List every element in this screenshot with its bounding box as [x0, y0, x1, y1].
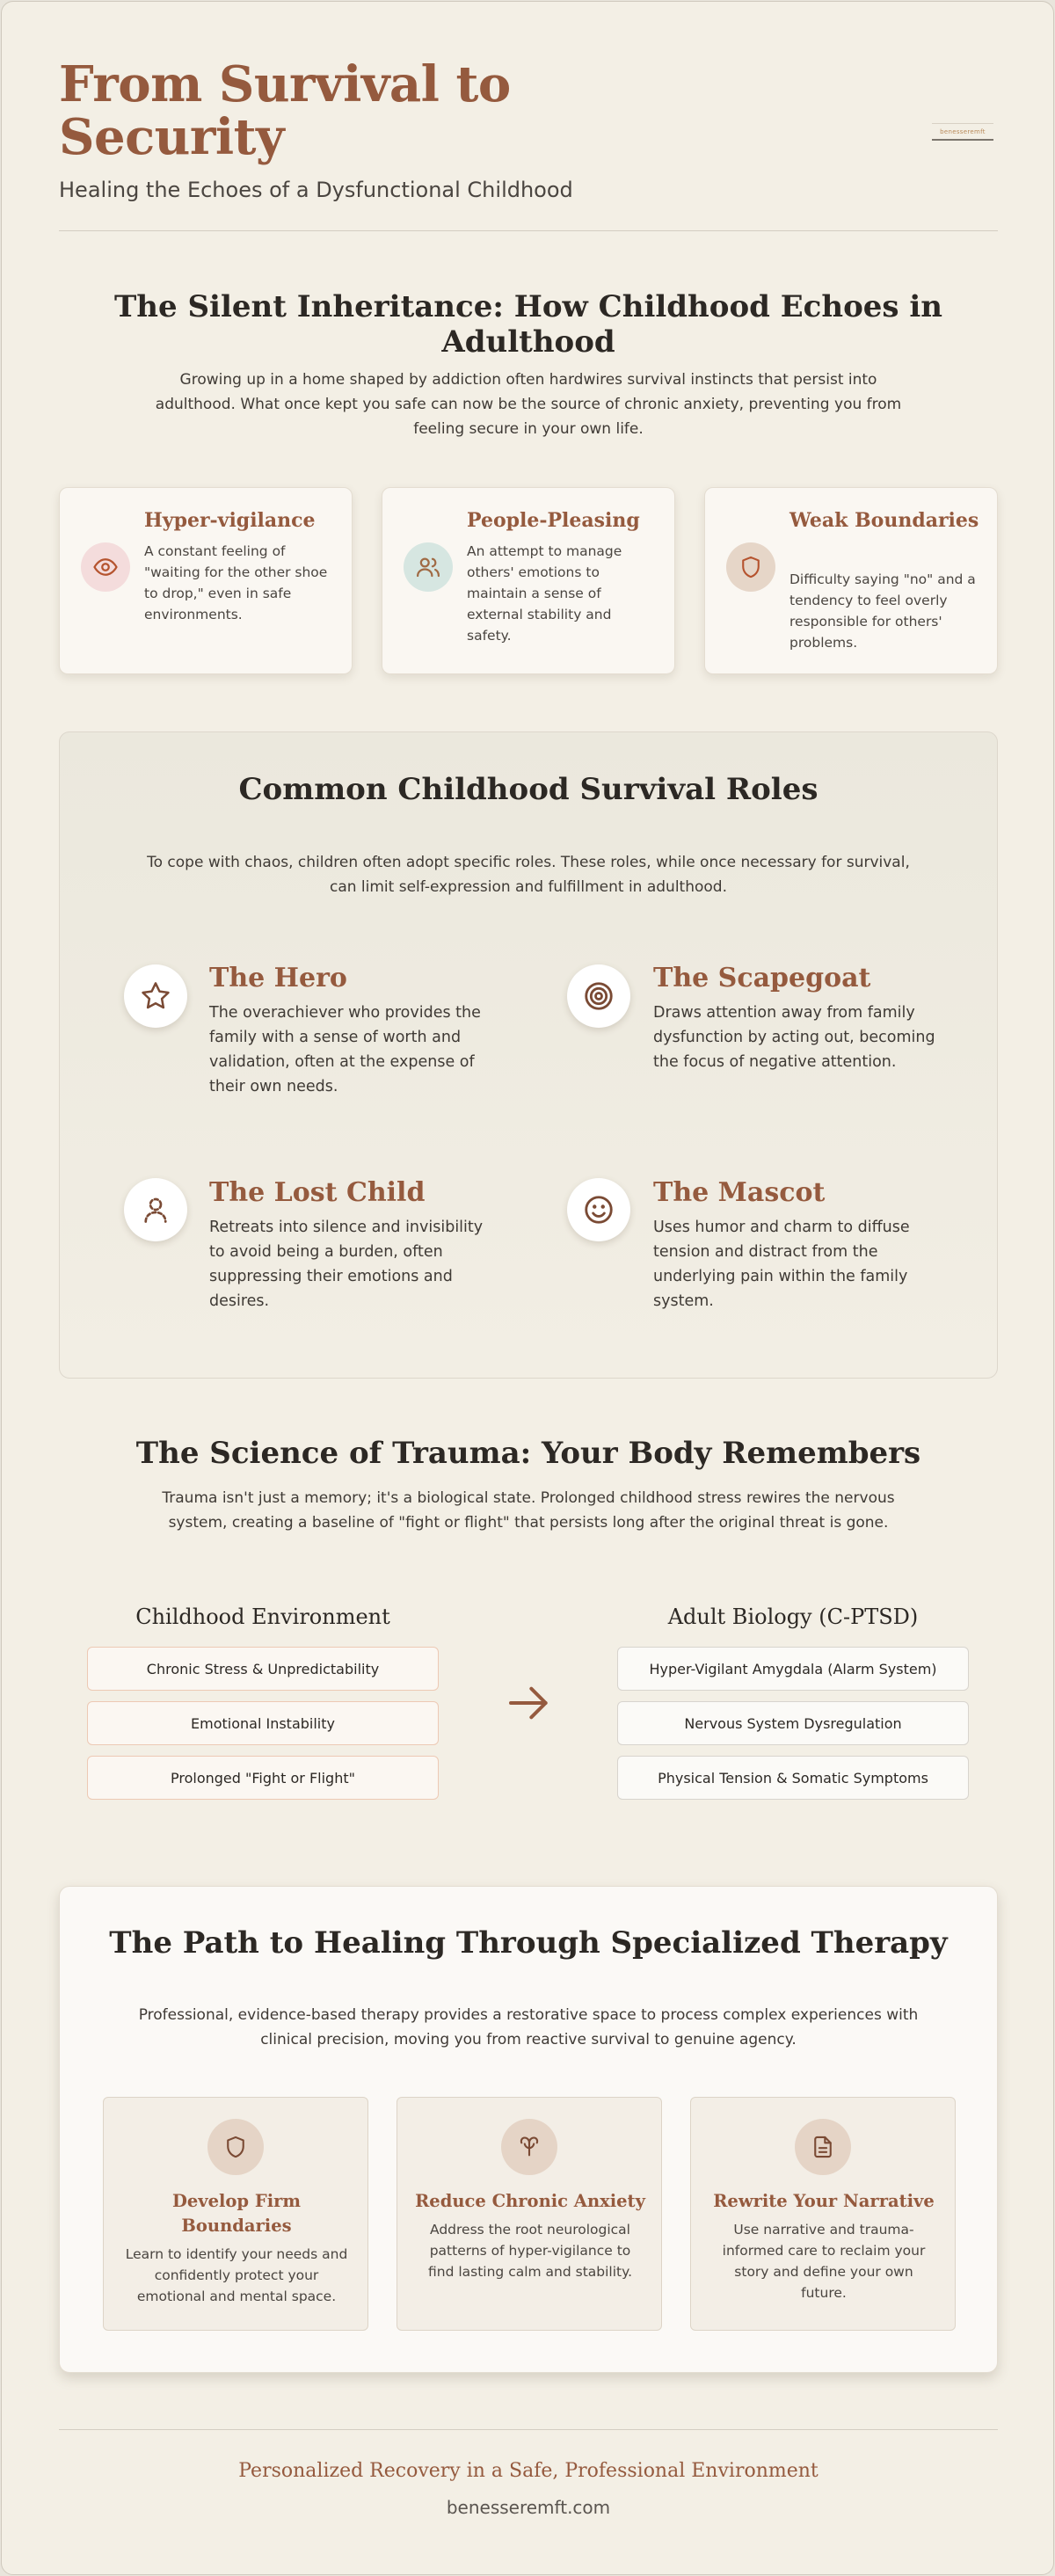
- logo-text: benesseremft: [940, 127, 986, 135]
- footer-tagline: Personalized Recovery in a Safe, Professional Environment: [238, 2460, 819, 2482]
- header-divider: [59, 230, 998, 231]
- page: [1, 1, 1054, 2575]
- role-text-mascot: Uses humor and charm to diffuse tension and distract from the underlying pain within the family system.: [653, 1219, 910, 1310]
- role-title-hero: The Hero: [209, 963, 347, 993]
- role-text-hero: The overachiever who provides the family with a sense of worth and validation, often at the expense of their own needs.: [209, 1004, 481, 1095]
- echo-card-people-pleasing: [382, 487, 675, 674]
- healing-card-text: Use narrative and trauma-informed care to reclaim your story and define your own future.: [722, 2222, 926, 2301]
- effect-item: Hyper-Vigilant Amygdala (Alarm System): [617, 1647, 969, 1691]
- footer-domain-link[interactable]: benesseremft.com: [446, 2497, 611, 2518]
- healing-card-text: Learn to identify your needs and confidently protect your emotional and mental space.: [125, 2246, 348, 2304]
- echo-card-text: An attempt to manage others' emotions to maintain a sense of external stability and safety.: [467, 543, 622, 644]
- adult-heading: Adult Biology (C-PTSD): [667, 1605, 919, 1629]
- echo-card-hypervigilance: [59, 487, 353, 674]
- echo-card-title: People-Pleasing: [467, 509, 640, 532]
- role-text-lost-child: Retreats into silence and invisibility to avoid being a burden, often suppressing their emotions and desires.: [209, 1219, 484, 1310]
- roles-intro: To cope with chaos, children often adopt specific roles. These roles, while once necessary for survival, can limit self-expression and fulfillment in adulthood.: [147, 854, 910, 896]
- shield-icon: [726, 542, 775, 592]
- echo-card-title: Hyper-vigilance: [144, 509, 316, 532]
- shield-icon: [207, 2119, 264, 2175]
- healing-title: The Path to Healing Through Specialized Therapy: [109, 1925, 948, 1961]
- echo-card-title: Weak Boundaries: [789, 509, 979, 532]
- echo-card-text: Difficulty saying "no" and a tendency to feel overly responsible for others' problems.: [789, 571, 976, 651]
- healing-card-narrative: [690, 2097, 956, 2331]
- healing-intro: Professional, evidence-based therapy provides a restorative space to process complex experiences with clinical precision, moving you from reactive survival to genuine agency.: [138, 2006, 919, 2048]
- role-title-scapegoat: The Scapegoat: [653, 963, 871, 993]
- eye-icon: [81, 542, 130, 592]
- brain-stem-icon: [501, 2119, 557, 2175]
- star-icon: [124, 964, 187, 1028]
- users-icon: [404, 542, 453, 592]
- healing-card-anxiety: [397, 2097, 662, 2331]
- page-title: From Survival to Security: [59, 55, 511, 166]
- document-icon: [795, 2119, 851, 2175]
- cause-item: Chronic Stress & Unpredictability: [87, 1647, 439, 1691]
- healing-card-title: Rewrite Your Narrative: [713, 2191, 935, 2211]
- smile-icon: [567, 1178, 630, 1241]
- arrow-right-icon: [505, 1678, 554, 1731]
- science-title: The Science of Trauma: Your Body Remembers: [135, 1436, 921, 1471]
- echo-card-weak-boundaries: [704, 487, 998, 674]
- healing-card-boundaries: [103, 2097, 368, 2331]
- brand-logo[interactable]: [932, 123, 993, 141]
- science-intro: Trauma isn't just a memory; it's a biological state. Prolonged childhood stress rewires the nervous system, creating a baseline of "fight or flight" that persists long after the original threat is gone.: [162, 1489, 895, 1532]
- healing-card-title: Develop Firm Boundaries: [171, 2191, 302, 2236]
- effect-item: Physical Tension & Somatic Symptoms: [617, 1756, 969, 1800]
- role-text-scapegoat: Draws attention away from family dysfunction by acting out, becoming the focus of negative attention.: [653, 1004, 935, 1071]
- roles-title: Common Childhood Survival Roles: [238, 772, 819, 807]
- page-subtitle: Healing the Echoes of a Dysfunctional Childhood: [59, 178, 573, 202]
- childhood-heading: Childhood Environment: [135, 1605, 390, 1629]
- footer-divider: [59, 2429, 998, 2430]
- role-title-lost-child: The Lost Child: [209, 1177, 426, 1208]
- target-icon: [567, 964, 630, 1028]
- effect-item: Nervous System Dysregulation: [617, 1701, 969, 1745]
- cause-item: Prolonged "Fight or Flight": [87, 1756, 439, 1800]
- cause-item: Emotional Instability: [87, 1701, 439, 1745]
- inheritance-title: The Silent Inheritance: How Childhood Echoes in Adulthood: [114, 289, 942, 360]
- role-title-mascot: The Mascot: [653, 1177, 826, 1208]
- dashed-person-icon: [124, 1178, 187, 1241]
- echo-card-text: A constant feeling of "waiting for the other shoe to drop," even in safe environments.: [144, 543, 328, 622]
- healing-card-text: Address the root neurological patterns of hyper-vigilance to find lasting calm and stability.: [427, 2222, 633, 2280]
- healing-card-title: Reduce Chronic Anxiety: [415, 2191, 645, 2211]
- inheritance-intro: Growing up in a home shaped by addiction often hardwires survival instincts that persist into adulthood. What once kept you safe can now be the source of chronic anxiety, preventing you from feeling secure in your own life.: [155, 371, 902, 438]
